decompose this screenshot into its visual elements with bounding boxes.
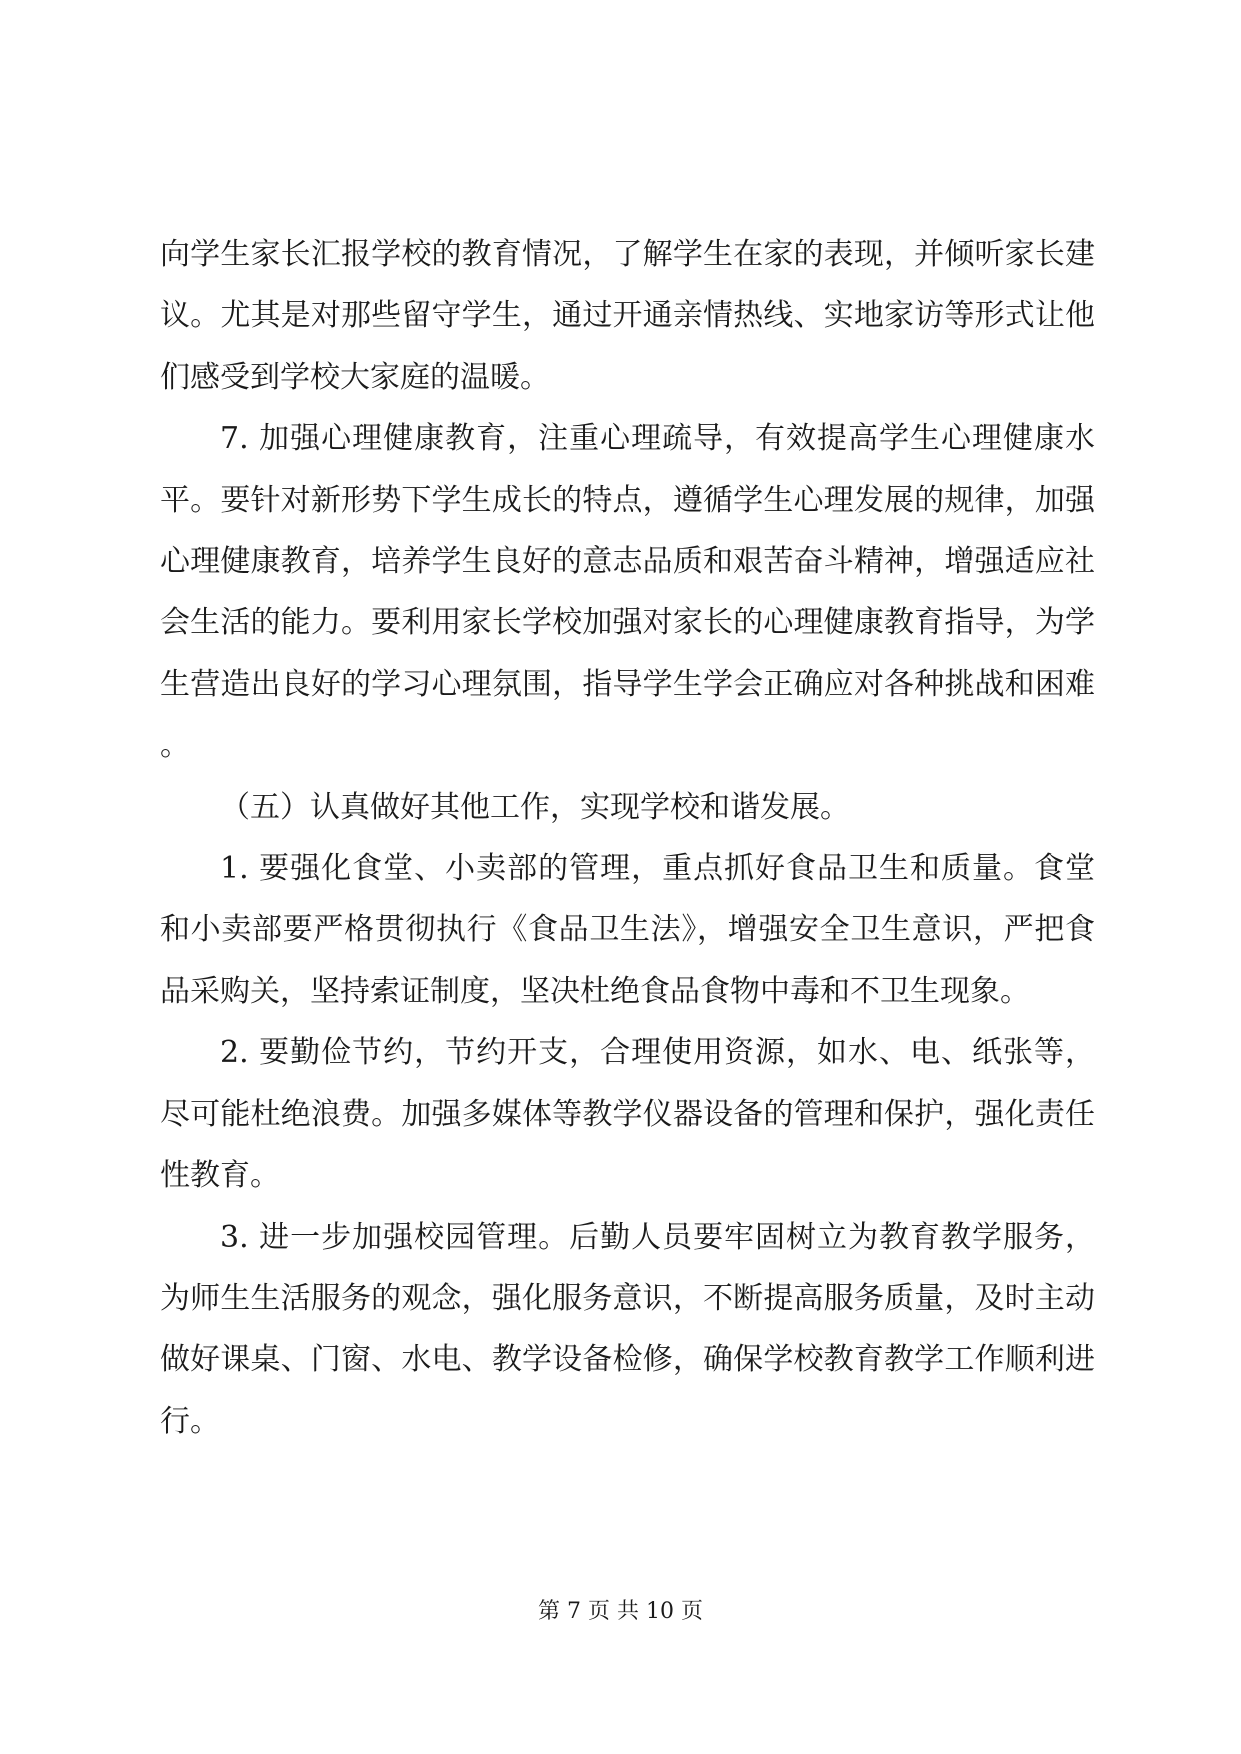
paragraph-1: 向学生家长汇报学校的教育情况，了解学生在家的表现，并倾听家长建议。尤其是对那些留守学生，通过开通亲情热线、实地家访等形式让他们感受到学校大家庭的温暖。 xyxy=(160,237,1095,395)
paragraph-6: 3. 进一步加强校园管理。后勤人员要牢固树立为教育教学服务，为师生生活服务的观念，强化服务意识，不断提高服务质量，及时主动做好课桌、门窗、水电、教学设备检修，确保学校教育教学工作顺利进行。 xyxy=(160,1219,1095,1439)
document-body xyxy=(160,224,1095,1452)
paragraph-4: 1. 要强化食堂、小卖部的管理，重点抓好食品卫生和质量。食堂和小卖部要严格贯彻执行《食品卫生法》，增强安全卫生意识，严把食品采购关，坚持索证制度，坚决杜绝食品食物中毒和不卫生现象。 xyxy=(160,851,1095,1009)
paragraph-5: 2. 要勤俭节约，节约开支，合理使用资源，如水、电、纸张等，尽可能杜绝浪费。加强多媒体等教学仪器设备的管理和保护，强化责任性教育。 xyxy=(160,1035,1095,1194)
paragraph-2: 7. 加强心理健康教育，注重心理疏导，有效提高学生心理健康水平。要针对新形势下学生成长的特点，遵循学生心理发展的规律，加强心理健康教育，培养学生良好的意志品质和艰苦奋斗精神，增强适应社会生活的能力。要利用家长学校加强对家长的心理健康教育指导，为学生营造出良好的学习心理氛围，指导学生学会正确应对各种挑战和困难。 xyxy=(160,421,1095,764)
page-number-footer: 第 7 页 共 10 页 xyxy=(538,1599,703,1624)
section-heading-5: （五）认真做好其他工作，实现学校和谐发展。 xyxy=(220,789,850,825)
